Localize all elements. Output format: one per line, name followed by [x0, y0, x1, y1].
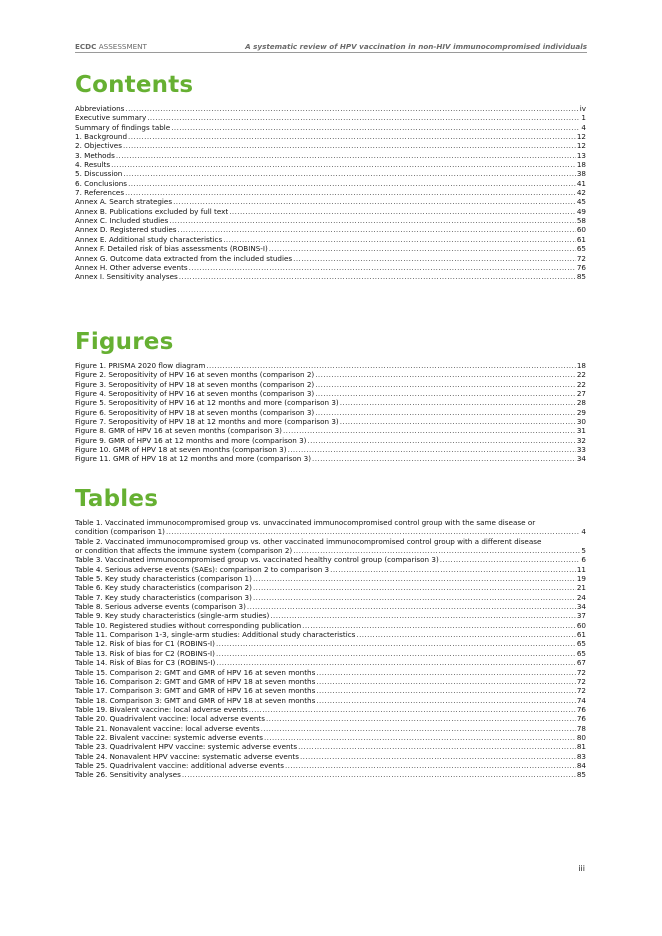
dot-leader	[147, 113, 580, 122]
toc-entry[interactable]	[75, 574, 586, 583]
dot-leader	[315, 370, 576, 379]
toc-entry[interactable]	[75, 583, 586, 592]
toc-entry[interactable]	[75, 658, 586, 667]
toc-entry-title: Table 13. Risk of bias for C2 (ROBINS-I)	[75, 648, 215, 658]
toc-entry-page: 84	[576, 760, 586, 770]
toc-entry-page: 60	[576, 225, 586, 235]
toc-entry-title: Figure 3. Seropositivity of HPV 18 at seven months (comparison 2)	[75, 379, 315, 389]
toc-entry-page: 38	[576, 169, 586, 179]
toc-entry[interactable]	[75, 225, 586, 234]
toc-entry-title: Table 24. Nonavalent HPV vaccine: systematic adverse events	[75, 751, 299, 761]
toc-entry-title: Abbreviations	[75, 104, 125, 113]
toc-entry-title: Table 9. Key study characteristics (single-arm studies)	[75, 611, 270, 621]
toc-entry-continuation	[75, 527, 586, 536]
toc-entry-title: Table 7. Key study characteristics (comparison 3)	[75, 592, 252, 602]
toc-entry-page: 72	[576, 676, 586, 686]
toc-entry-title: Annex B. Publications excluded by full text	[75, 206, 229, 216]
toc-entry-title: Table 1. Vaccinated immunocompromised group vs. unvaccinated immunocompromised control group with the same disease or	[75, 518, 536, 527]
toc-entry[interactable]	[75, 724, 586, 733]
toc-entry-title: Executive summary	[75, 113, 147, 123]
toc-entry-page: 58	[576, 216, 586, 226]
toc-entry[interactable]	[75, 426, 586, 435]
toc-entry-title: 5. Discussion	[75, 169, 123, 179]
dot-leader	[316, 686, 576, 695]
toc-entry-title: 6. Conclusions	[75, 178, 128, 188]
toc-entry-title: Annex F. Detailed risk of bias assessments (ROBINS-I)	[75, 244, 268, 254]
dot-leader	[283, 426, 576, 435]
dot-leader	[298, 742, 576, 751]
toc-entry[interactable]	[75, 733, 586, 742]
dot-leader	[182, 770, 576, 779]
toc-entry[interactable]	[75, 436, 586, 445]
toc-entry-page: 1	[581, 113, 586, 123]
dot-leader	[300, 752, 576, 761]
dot-leader	[249, 705, 576, 714]
toc-entry[interactable]	[75, 235, 586, 244]
toc-entry-page: 18	[576, 361, 586, 370]
toc-entry-title: Figure 4. Seropositivity of HPV 16 at seven months (comparison 3)	[75, 389, 315, 399]
toc-entry-title: Figure 11. GMR of HPV 18 at 12 months and more (comparison 3)	[75, 454, 312, 464]
toc-entry-page: 72	[576, 686, 586, 696]
toc-entry-page: 45	[576, 197, 586, 207]
toc-entry-title: Table 3. Vaccinated immunocompromised group vs. vaccinated healthy control group (comparison 3)	[75, 555, 439, 565]
toc-entry[interactable]	[75, 179, 586, 188]
toc-entry-page: 18	[576, 160, 586, 170]
dot-leader	[125, 104, 578, 113]
dot-leader	[128, 132, 576, 141]
dot-leader	[125, 188, 576, 197]
contents-list	[75, 104, 586, 282]
toc-entry-page: 76	[576, 262, 586, 272]
dot-leader	[128, 179, 576, 188]
toc-entry-page: iv	[579, 104, 586, 113]
dot-leader	[216, 658, 575, 667]
dot-leader	[440, 555, 581, 564]
dot-leader	[223, 235, 576, 244]
dot-leader	[302, 621, 576, 630]
toc-entry[interactable]	[75, 696, 586, 705]
toc-entry-page: 12	[576, 141, 586, 151]
figures-list	[75, 361, 586, 464]
toc-entry-title: Figure 7. Seropositivity of HPV 18 at 12 months and more (comparison 3)	[75, 417, 339, 427]
toc-entry[interactable]	[75, 686, 586, 695]
toc-entry-page: 27	[576, 389, 586, 399]
dot-leader	[293, 254, 576, 263]
toc-entry[interactable]	[75, 272, 586, 281]
toc-entry-title: Annex E. Additional study characteristics	[75, 234, 223, 244]
toc-entry[interactable]	[75, 565, 586, 574]
toc-entry[interactable]	[75, 454, 586, 463]
dot-leader	[270, 611, 575, 620]
toc-entry[interactable]	[75, 160, 586, 169]
toc-entry-title: Figure 5. Seropositivity of HPV 16 at 12 months and more (comparison 3)	[75, 398, 339, 408]
toc-entry[interactable]	[75, 593, 586, 602]
dot-leader	[116, 151, 576, 160]
toc-entry[interactable]	[75, 244, 586, 253]
toc-entry[interactable]	[75, 263, 586, 272]
toc-entry-title: Annex I. Sensitivity analyses	[75, 272, 178, 282]
toc-entry-title: Annex D. Registered studies	[75, 225, 177, 235]
dot-leader	[171, 123, 580, 132]
toc-entry-title: Annex G. Outcome data extracted from the included studies	[75, 253, 293, 263]
toc-entry-title: Table 8. Serious adverse events (comparison 3)	[75, 602, 246, 612]
contents-heading: Contents	[75, 72, 194, 98]
toc-entry-page: 65	[576, 639, 586, 649]
toc-entry[interactable]	[75, 370, 586, 379]
toc-entry-page: 85	[576, 272, 586, 282]
toc-entry-title: 4. Results	[75, 160, 111, 170]
toc-entry[interactable]	[75, 611, 586, 620]
toc-entry-title: Table 11. Comparison 1-3, single-arm studies: Additional study characteristics	[75, 630, 356, 640]
toc-entry-title: Table 23. Quadrivalent HPV vaccine: systemic adverse events	[75, 742, 298, 752]
toc-entry-title: Table 17. Comparison 3: GMT and GMR of HPV 16 at seven months	[75, 686, 316, 696]
toc-entry-title-cont: or condition that affects the immune system (comparison 2)	[75, 546, 293, 556]
toc-entry-title: 7. References	[75, 188, 125, 198]
toc-entry-title: 3. Methods	[75, 150, 115, 160]
toc-entry-page: 67	[576, 658, 586, 668]
dot-leader	[315, 408, 576, 417]
dot-leader	[316, 696, 576, 705]
toc-entry[interactable]	[75, 113, 586, 122]
toc-entry-title: Table 12. Risk of bias for C1 (ROBINS-I)	[75, 639, 215, 649]
toc-entry-title: Figure 1. PRISMA 2020 flow diagram	[75, 361, 206, 370]
dot-leader	[307, 436, 575, 445]
toc-entry-title: Table 25. Quadrivalent vaccine: additional adverse events	[75, 760, 284, 770]
toc-entry-page: 19	[576, 574, 586, 584]
toc-entry-title: Table 2. Vaccinated immunocompromised group vs. other vaccinated immunocompromised control group with a different disease	[75, 536, 542, 546]
toc-entry-page: 5	[581, 546, 586, 556]
toc-entry-title: Annex C. Included studies	[75, 216, 169, 226]
toc-entry-title: Table 15. Comparison 2: GMT and GMR of HPV 16 at seven months	[75, 667, 316, 677]
dot-leader	[189, 263, 576, 272]
tables-list	[75, 518, 586, 780]
toc-entry-title: Table 19. Bivalent vaccine: local adverse events	[75, 704, 248, 714]
dot-leader	[166, 527, 580, 536]
toc-entry[interactable]	[75, 197, 586, 206]
toc-entry[interactable]	[75, 630, 586, 639]
toc-entry-page: 72	[576, 667, 586, 677]
toc-entry-title: Summary of findings table	[75, 122, 171, 132]
toc-entry-page: 78	[576, 723, 586, 733]
dot-leader	[229, 207, 576, 216]
toc-entry[interactable]	[75, 254, 586, 263]
toc-entry[interactable]	[75, 668, 586, 677]
dot-leader	[206, 361, 576, 370]
dot-leader	[216, 639, 576, 648]
toc-entry-page: 24	[576, 592, 586, 602]
toc-entry[interactable]	[75, 537, 586, 556]
toc-entry-title: Table 20. Quadrivalent vaccine: local adverse events	[75, 714, 265, 724]
dot-leader	[285, 761, 576, 770]
dot-leader	[340, 417, 576, 426]
toc-entry-page: 4	[581, 122, 586, 132]
toc-entry[interactable]	[75, 705, 586, 714]
toc-entry-continuation	[75, 546, 586, 555]
page-number: iii	[578, 864, 585, 873]
toc-entry-page: 65	[576, 648, 586, 658]
toc-entry[interactable]	[75, 602, 586, 611]
toc-entry[interactable]	[75, 132, 586, 141]
toc-entry-page: 22	[576, 379, 586, 389]
dot-leader	[261, 724, 576, 733]
toc-entry[interactable]	[75, 639, 586, 648]
toc-entry[interactable]	[75, 380, 586, 389]
toc-entry[interactable]	[75, 361, 586, 370]
toc-entry-page: 21	[576, 583, 586, 593]
toc-entry-page: 33	[576, 445, 586, 455]
toc-entry[interactable]	[75, 216, 586, 225]
toc-entry[interactable]	[75, 188, 586, 197]
toc-entry[interactable]	[75, 677, 586, 686]
toc-entry-title: Table 16. Comparison 2: GMT and GMR of HPV 18 at seven months	[75, 676, 316, 686]
toc-entry-title: Figure 8. GMR of HPV 16 at seven months (comparison 3)	[75, 426, 282, 436]
dot-leader	[216, 649, 576, 658]
dot-leader	[269, 244, 576, 253]
dot-leader	[111, 160, 576, 169]
toc-entry-page: 83	[576, 751, 586, 761]
toc-entry-page: 80	[576, 732, 586, 742]
toc-entry[interactable]	[75, 389, 586, 398]
toc-entry[interactable]	[75, 398, 586, 407]
toc-entry-title: Table 6. Key study characteristics (comparison 2)	[75, 583, 252, 593]
toc-entry-page: 76	[576, 704, 586, 714]
dot-leader	[266, 714, 576, 723]
toc-entry-title: Table 18. Comparison 3: GMT and GMR of HPV 18 at seven months	[75, 695, 316, 705]
toc-entry-title: Table 22. Bivalent vaccine: systemic adverse events	[75, 732, 263, 742]
toc-entry-title: Figure 2. Seropositivity of HPV 16 at seven months (comparison 2)	[75, 370, 315, 380]
dot-leader	[315, 389, 576, 398]
toc-entry[interactable]	[75, 445, 586, 454]
dot-leader	[123, 141, 576, 150]
toc-entry-page: 60	[576, 620, 586, 630]
toc-entry[interactable]	[75, 207, 586, 216]
dot-leader	[264, 733, 576, 742]
toc-entry-page: 65	[576, 244, 586, 254]
toc-entry-page: 12	[576, 132, 586, 142]
header-org-suffix: ASSESSMENT	[98, 41, 147, 51]
toc-entry-title-cont: condition (comparison 1)	[75, 527, 165, 537]
dot-leader	[178, 225, 576, 234]
toc-entry-page: 6	[581, 555, 586, 565]
toc-entry-page: 61	[576, 630, 586, 640]
toc-entry-page: 30	[576, 417, 586, 427]
dot-leader	[173, 197, 576, 206]
toc-entry-page: 34	[576, 602, 586, 612]
toc-entry-title: Table 4. Serious adverse events (SAEs): comparison 2 to comparison 3	[75, 564, 330, 574]
toc-entry-title: Figure 6. Seropositivity of HPV 18 at seven months (comparison 3)	[75, 407, 315, 417]
toc-entry[interactable]	[75, 752, 586, 761]
running-header	[75, 40, 587, 52]
toc-entry-title: Figure 9. GMR of HPV 16 at 12 months and more (comparison 3)	[75, 435, 307, 445]
dot-leader	[315, 380, 576, 389]
figures-heading: Figures	[75, 329, 174, 355]
toc-entry-page: 42	[576, 188, 586, 198]
toc-entry-title: 1. Background	[75, 132, 128, 142]
toc-entry-page: 74	[576, 695, 586, 705]
dot-leader	[356, 630, 575, 639]
toc-entry-page: 41	[576, 178, 586, 188]
toc-entry-page: 31	[576, 426, 586, 436]
toc-entry-page: 29	[576, 407, 586, 417]
toc-entry-page: 34	[576, 454, 586, 464]
toc-entry[interactable]	[75, 123, 586, 132]
toc-entry[interactable]	[75, 555, 586, 564]
toc-entry-title: Annex A. Search strategies	[75, 197, 173, 207]
toc-entry-title: Table 21. Nonavalent vaccine: local adverse events	[75, 723, 260, 733]
toc-entry-title: 2. Objectives	[75, 141, 122, 151]
dot-leader	[253, 583, 576, 592]
header-org	[75, 42, 147, 51]
dot-leader	[288, 445, 576, 454]
toc-entry[interactable]	[75, 649, 586, 658]
toc-entry-title: Annex H. Other adverse events	[75, 262, 188, 272]
toc-entry-page: 4	[581, 527, 586, 537]
toc-entry[interactable]	[75, 417, 586, 426]
toc-entry-title: Table 5. Key study characteristics (comparison 1)	[75, 574, 252, 584]
toc-entry[interactable]	[75, 621, 586, 630]
dot-leader	[253, 574, 576, 583]
toc-entry-page: 49	[576, 206, 586, 216]
toc-entry-page: 13	[576, 150, 586, 160]
toc-entry[interactable]	[75, 770, 586, 779]
toc-entry-page: 61	[576, 234, 586, 244]
dot-leader	[330, 565, 576, 574]
tables-heading: Tables	[75, 486, 159, 512]
toc-entry[interactable]	[75, 761, 586, 770]
toc-entry-title: Figure 10. GMR of HPV 18 at seven months (comparison 3)	[75, 445, 287, 455]
header-doc-title: A systematic review of HPV vaccination in non-HIV immunocompromised individuals	[245, 41, 587, 51]
toc-entry[interactable]	[75, 408, 586, 417]
dot-leader	[123, 169, 575, 178]
toc-entry[interactable]	[75, 742, 586, 751]
dot-leader	[247, 602, 576, 611]
dot-leader	[312, 454, 576, 463]
toc-entry-page: 85	[576, 770, 586, 780]
header-rule	[75, 52, 587, 53]
header-org-name: ECDC	[75, 41, 97, 51]
toc-entry[interactable]	[75, 169, 586, 178]
dot-leader	[316, 668, 576, 677]
toc-entry-page: 32	[576, 435, 586, 445]
toc-entry-page: 22	[576, 370, 586, 380]
dot-leader	[340, 398, 576, 407]
toc-entry-page: 37	[576, 611, 586, 621]
toc-entry[interactable]	[75, 151, 586, 160]
toc-entry-page: 76	[576, 714, 586, 724]
toc-entry-page: 81	[576, 742, 586, 752]
dot-leader	[169, 216, 576, 225]
toc-entry-page: 72	[576, 253, 586, 263]
toc-entry-title: Table 14. Risk of Bias for C3 (ROBINS-I)	[75, 658, 216, 668]
dot-leader	[316, 677, 576, 686]
toc-entry[interactable]	[75, 141, 586, 150]
toc-entry-page: 11	[576, 564, 586, 574]
dot-leader	[293, 546, 580, 555]
toc-entry[interactable]	[75, 104, 586, 113]
toc-entry[interactable]	[75, 714, 586, 723]
toc-entry-title: Table 26. Sensitivity analyses	[75, 770, 181, 780]
dot-leader	[253, 593, 576, 602]
toc-entry-title: Table 10. Registered studies without corresponding publication	[75, 620, 302, 630]
toc-entry[interactable]	[75, 518, 586, 537]
dot-leader	[179, 272, 576, 281]
toc-entry-page: 28	[576, 398, 586, 408]
